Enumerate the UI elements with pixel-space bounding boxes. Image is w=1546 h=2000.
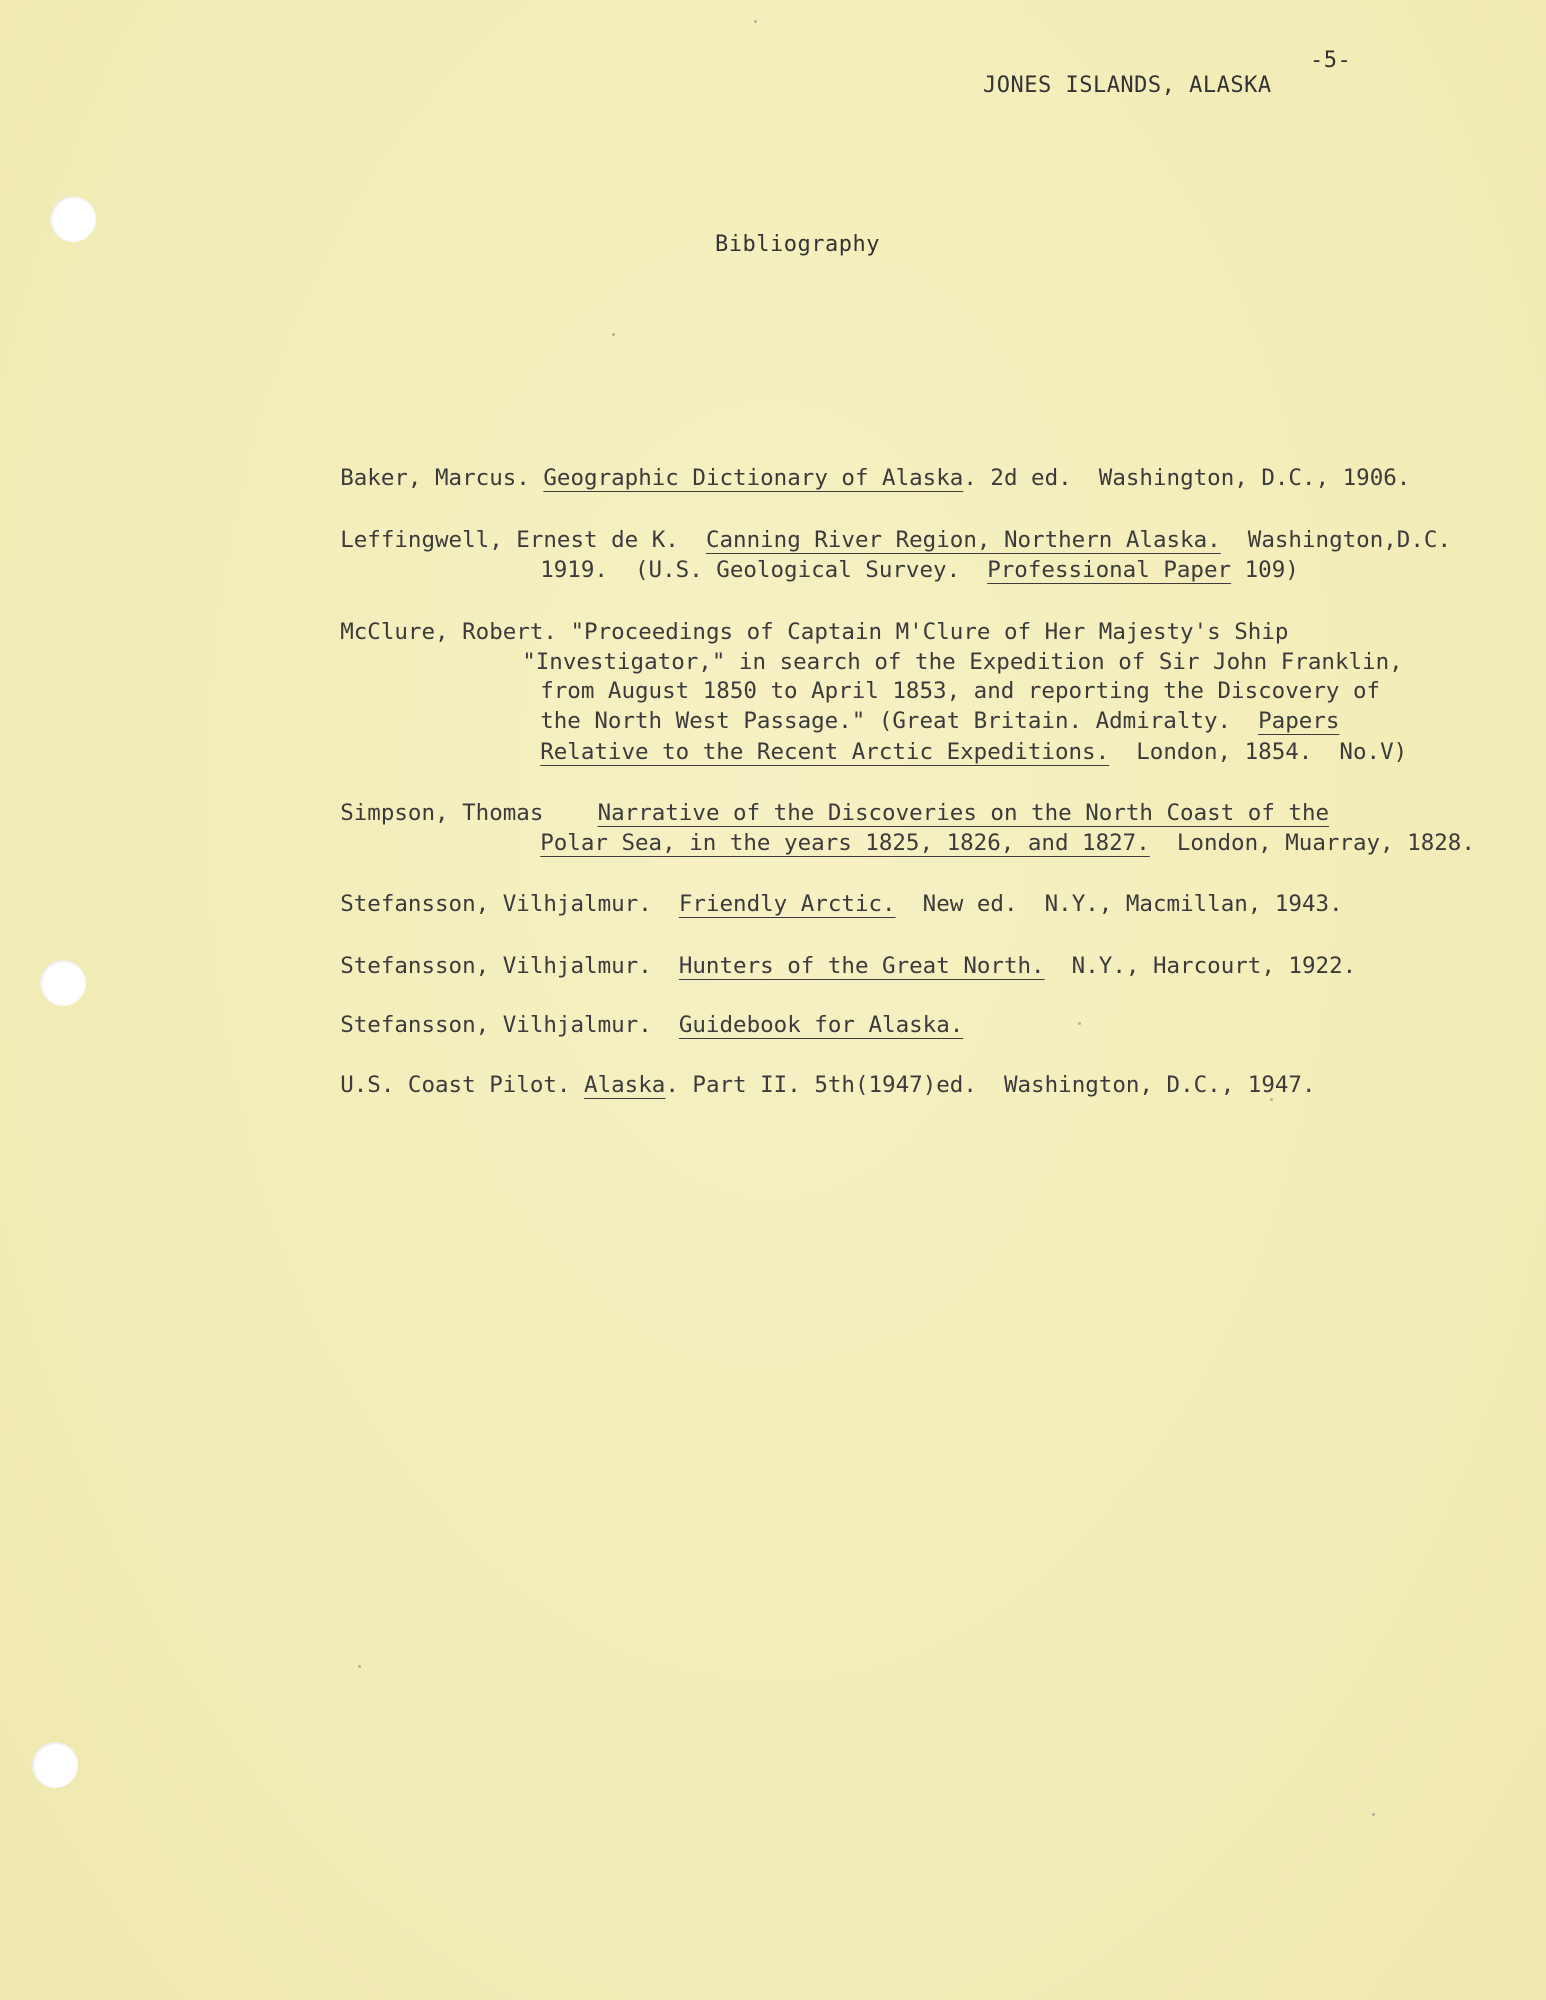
punch-hole-bottom: [32, 1742, 78, 1788]
entry-publication: London, 1854. No.V): [1109, 738, 1408, 765]
entry-author: Simpson, Thomas: [340, 799, 544, 826]
bibliography-entry-mcclure-cont: [486, 718, 1407, 786]
paper-speck: [754, 20, 757, 23]
entry-publication: New ed. N.Y., Macmillan, 1943.: [895, 890, 1343, 917]
punch-hole-middle: [40, 960, 86, 1006]
entry-title: Friendly Arctic.: [678, 890, 896, 917]
entry-title: Alaska: [584, 1071, 666, 1098]
entry-title: Narrative of the Discoveries on the North Coast of the: [597, 799, 1330, 826]
entry-series-title: Relative to the Recent Arctic Expeditions.: [540, 738, 1110, 765]
entry-publication: . 2d ed. Washington, D.C., 1906.: [963, 464, 1411, 491]
bibliography-entry-stefansson-guidebook: [286, 991, 963, 1059]
paper-speck: [1078, 1022, 1081, 1025]
paper-speck: [612, 333, 615, 336]
entry-author: Baker, Marcus.: [340, 464, 530, 491]
entry-publication: N.Y., Harcourt, 1922.: [1044, 952, 1357, 979]
running-title: JONES ISLANDS, ALASKA: [982, 73, 1272, 98]
bibliography-entry-simpson-cont: [486, 809, 1475, 877]
entry-title: Guidebook for Alaska.: [678, 1011, 964, 1038]
page-number: -5-: [1310, 48, 1352, 73]
entry-series-number: 109): [1231, 556, 1299, 583]
entry-author: U.S. Coast Pilot.: [340, 1071, 571, 1098]
bibliography-entry-stefansson-friendly-arctic: [286, 870, 1343, 938]
entry-title: Geographic Dictionary of Alaska: [543, 464, 964, 491]
entry-series-title: Professional Paper: [987, 556, 1232, 583]
bibliography-entry-leffingwell-cont: [486, 536, 1299, 604]
entry-author: Stefansson, Vilhjalmur.: [340, 952, 652, 979]
entry-publication: Washington,D.C.: [1220, 526, 1451, 553]
entry-series-title: Papers: [1258, 707, 1340, 734]
entry-title: Canning River Region, Northern Alaska.: [705, 526, 1221, 553]
entry-title: Hunters of the Great North.: [678, 952, 1045, 979]
bibliography-entry-coast-pilot: [286, 1051, 1316, 1119]
entry-publication: . Part II. 5th(1947)ed. Washington, D.C., 1947.: [665, 1071, 1316, 1098]
running-header: [928, 48, 1352, 148]
entry-title: "Proceedings of Captain M'Clure of Her Majesty's Ship: [556, 618, 1289, 645]
entry-author: Stefansson, Vilhjalmur.: [340, 1011, 652, 1038]
page-title: Bibliography: [715, 232, 880, 257]
bibliography-entry-stefansson-hunters: [286, 932, 1356, 1000]
punch-hole-top: [50, 196, 96, 242]
entry-title: Polar Sea, in the years 1825, 1826, and 1827.: [540, 829, 1150, 856]
paper-speck: [358, 1665, 361, 1668]
entry-author: Stefansson, Vilhjalmur.: [340, 890, 652, 917]
bibliography-entry-baker: [286, 444, 1410, 512]
entry-title: "Investigator," in search of the Expedition of Sir John Franklin,: [522, 648, 1403, 675]
entry-publication: London, Muarray, 1828.: [1149, 829, 1475, 856]
entry-title: the North West Passage." (Great Britain. Admiralty.: [540, 707, 1259, 734]
entry-title: from August 1850 to April 1853, and reporting the Discovery of: [540, 677, 1381, 704]
paper-speck: [1372, 1813, 1375, 1816]
entry-author: Leffingwell, Ernest de K.: [340, 526, 679, 553]
entry-author: McClure, Robert.: [340, 618, 557, 645]
entry-publication: 1919. (U.S. Geological Survey.: [540, 556, 988, 583]
